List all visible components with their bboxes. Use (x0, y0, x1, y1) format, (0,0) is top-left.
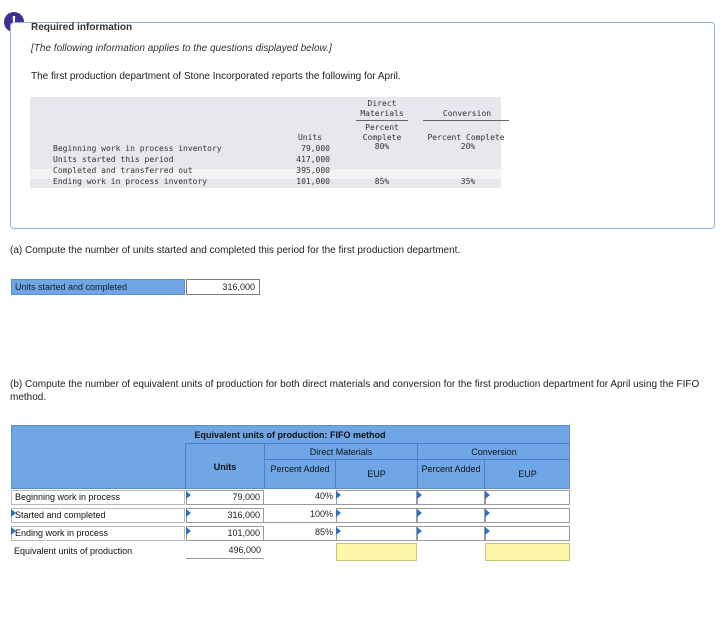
units-started-completed-input[interactable]: 316,000 (186, 279, 260, 295)
conv-sub: Percent Complete (427, 133, 505, 142)
conv-pct-col-header: Percent Added (421, 464, 481, 474)
conv-eup-col-header: EUP (518, 469, 537, 479)
input-marker-icon (485, 491, 490, 499)
dm-header-line2: Materials (360, 109, 404, 118)
conv-pct-started-completed-input[interactable] (417, 508, 485, 523)
units-started-completed-label: Units started and completed (11, 279, 185, 295)
units-beginning-wip-input[interactable]: 79,000 (186, 490, 264, 505)
input-marker-icon (186, 509, 191, 517)
input-marker-icon (336, 527, 341, 535)
question-a: (a) Compute the number of units started and completed this period for the first production department. (10, 245, 461, 256)
input-marker-icon (11, 527, 16, 535)
row-beginning-wip: Beginning work in process (11, 490, 185, 505)
dm-eup-col-header: EUP (367, 469, 386, 479)
row-total-eup: Equivalent units of production (11, 545, 185, 560)
dm-header-line1: Direct (367, 99, 397, 108)
row-label-ending-wip: Ending work in process inventory (53, 177, 208, 186)
input-marker-icon (417, 491, 422, 499)
dm-eup-started-completed-input[interactable] (336, 508, 417, 523)
input-marker-icon (186, 491, 191, 499)
units-ending-wip: 101,000 (296, 177, 330, 186)
input-marker-icon (336, 509, 341, 517)
row-label-units-started: Units started this period (53, 155, 174, 164)
info-title: Required information (31, 22, 133, 33)
dm-pct-ending-wip: 85% (374, 177, 390, 186)
input-marker-icon (336, 491, 341, 499)
fifo-table-title: Equivalent units of production: FIFO method (194, 430, 386, 440)
units-total: 496,000 (186, 544, 264, 559)
dm-pct-ending-wip-input[interactable]: 85% (264, 526, 336, 541)
input-marker-icon (417, 527, 422, 535)
dm-eup-beginning-wip-input[interactable] (336, 490, 417, 505)
units-started: 417,000 (296, 155, 330, 164)
conv-pct-ending-wip-input[interactable] (417, 526, 485, 541)
units-completed: 395,000 (296, 166, 330, 175)
info-intro: The first production department of Stone Incorporated reports the following for April. (31, 71, 401, 82)
row-ending-wip: Ending work in process (11, 526, 185, 541)
units-col-header: Units (213, 462, 237, 472)
dm-pct-col-header: Percent Added (270, 464, 330, 474)
dm-eup-total (336, 543, 417, 561)
input-marker-icon (417, 509, 422, 517)
conv-eup-total (485, 543, 570, 561)
units-beginning-wip: 79,000 (301, 144, 330, 153)
units-ending-wip-input[interactable]: 101,000 (186, 526, 264, 541)
dm-sub-line2: Complete (362, 133, 402, 142)
question-b: (b) Compute the number of equivalent units of production for both direct materials and conversion for the first production department for April using the FIFO method. (10, 379, 700, 403)
input-marker-icon (11, 509, 16, 517)
info-note: [The following information applies to the questions displayed below.] (31, 43, 332, 54)
production-data-table (30, 97, 505, 188)
row-label-beginning-wip: Beginning work in process inventory (53, 144, 222, 153)
conv-pct-beginning-wip-input[interactable] (417, 490, 485, 505)
conv-eup-ending-wip-input[interactable] (485, 526, 570, 541)
row-started-completed: Started and completed (11, 508, 185, 523)
input-marker-icon (186, 527, 191, 535)
units-started-completed-input[interactable]: 316,000 (186, 508, 264, 523)
dm-pct-beginning-wip: 80% (374, 142, 390, 151)
conv-header: Conversion (442, 109, 492, 118)
conv-pct-ending-wip: 35% (460, 177, 476, 186)
dm-sub-line1: Percent (365, 123, 399, 132)
conv-eup-started-completed-input[interactable] (485, 508, 570, 523)
conv-eup-beginning-wip-input[interactable] (485, 490, 570, 505)
dm-pct-beginning-wip-input[interactable]: 40% (264, 490, 336, 505)
input-marker-icon (485, 509, 490, 517)
dm-group-header: Direct Materials (309, 447, 373, 457)
conv-pct-beginning-wip: 20% (460, 142, 476, 151)
input-marker-icon (485, 527, 490, 535)
dm-pct-started-completed-input[interactable]: 100% (264, 508, 336, 523)
units-header: Units (297, 133, 323, 142)
row-label-completed: Completed and transferred out (53, 166, 193, 175)
dm-eup-ending-wip-input[interactable] (336, 526, 417, 541)
conv-group-header: Conversion (471, 447, 517, 457)
